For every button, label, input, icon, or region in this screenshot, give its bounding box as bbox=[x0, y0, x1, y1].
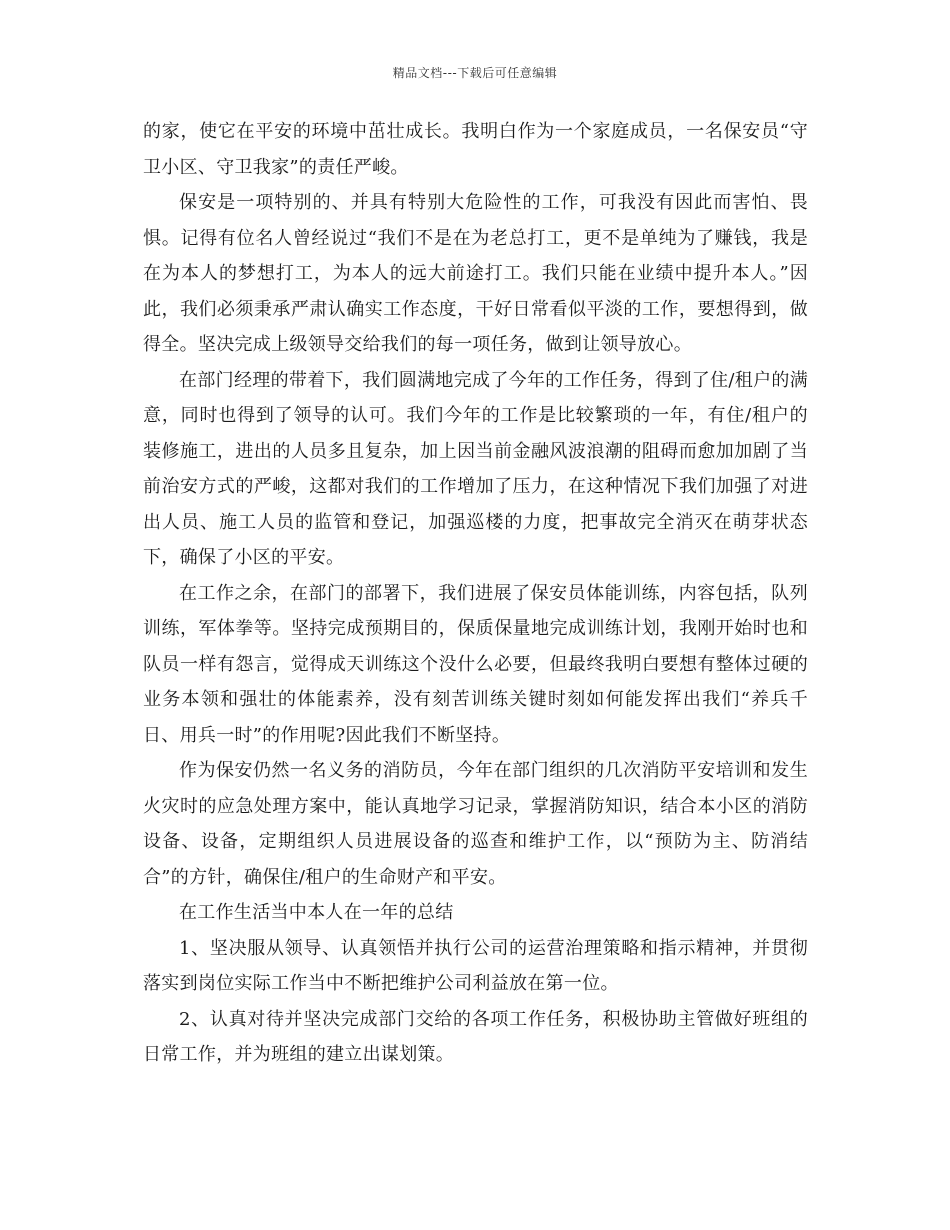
list-item-2: 2、认真对待并坚决完成部门交给的各项工作任务，积极协助主管做好班组的日常工作，并为班组的建立出谋划策。 bbox=[143, 1008, 808, 1065]
list-item-1: 1、坚决服从领导、认真领悟并执行公司的运营治理策略和指示精神，并贯彻落实到岗位实际工作当中不断把维护公司利益放在第一位。 bbox=[143, 937, 808, 994]
paragraph-2: 保安是一项特别的、并具有特别大危险性的工作，可我没有因此而害怕、畏惧。记得有位名人曾经说过“我们不是在为老总打工，更不是单纯为了赚钱，我是在为本人的梦想打工，为本人的远大前途打工。我们只能在业绩中提升本人。”因此，我们必须秉承严肃认确实工作态度，干好日常看似平淡的工作，要想得到，做得全。坚决完成上级领导交给我们的每一项任务，做到让领导放心。 bbox=[143, 192, 808, 355]
paragraph-1: 的家，使它在平安的环境中茁壮成长。我明白作为一个家庭成员，一名保安员“守卫小区、守卫我家”的责任严峻。 bbox=[143, 121, 808, 178]
paragraph-3: 在部门经理的带着下，我们圆满地完成了今年的工作任务，得到了住/租户的满意，同时也得到了领导的认可。我们今年的工作是比较繁琐的一年，有住/租户的装修施工，进出的人员多且复杂，加上因当前金融风波浪潮的阻碍而愈加加剧了当前治安方式的严峻，这都对我们的工作增加了压力，在这种情况下我们加强了对进出人员、施工人员的监管和登记，加强巡楼的力度，把事故完全消灭在萌芽状态下，确保了小区的平安。 bbox=[143, 369, 808, 568]
paragraph-4: 在工作之余，在部门的部署下，我们进展了保安员体能训练，内容包括，队列训练，军体拳等。坚持完成预期目的，保质保量地完成训练计划，我刚开始时也和队员一样有怨言，觉得成天训练这个没什么必要，但最终我明白要想有整体过硬的业务本领和强壮的体能素养，没有刻苦训练关键时刻如何能发挥出我们“养兵千日、用兵一时”的作用呢?因此我们不断坚持。 bbox=[143, 582, 808, 746]
document-body bbox=[143, 114, 808, 1073]
page-header: 精品文档---下载后可任意编辑 bbox=[392, 66, 558, 80]
section-heading: 在工作生活当中本人在一年的总结 bbox=[179, 902, 454, 923]
paragraph-5: 作为保安仍然一名义务的消防员，今年在部门组织的几次消防平安培训和发生火灾时的应急处理方案中，能认真地学习记录，掌握消防知识，结合本小区的消防设备、设备，定期组织人员进展设备的巡查和维护工作，以“预防为主、防消结合”的方针，确保住/租户的生命财产和平安。 bbox=[143, 760, 808, 888]
